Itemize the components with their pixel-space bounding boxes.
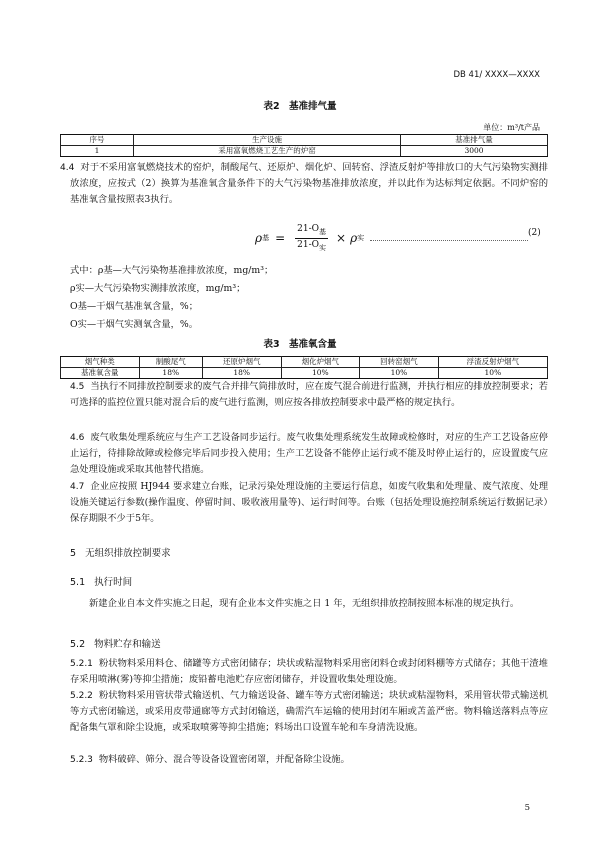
clause-text: 物料破碎、筛分、混合等设备设置密闭罩，并配备除尘设施。 bbox=[98, 754, 350, 765]
formula-times: × bbox=[336, 231, 347, 245]
clause-4-4 bbox=[60, 160, 548, 208]
table-cell: 10% bbox=[360, 368, 439, 379]
table2-unit: 单位：m³/t产品 bbox=[483, 123, 540, 132]
clause-number: 4.5 bbox=[70, 382, 85, 392]
formula-numerator-text: 21-O bbox=[297, 223, 319, 234]
clause-text: 当执行不同排放控制要求的废气合并排气筒排放时，应在废气混合前进行监测，并执行相应的排放控制要求；若可选择的监控位置只能对混合后的废气进行监测，则应按各排放控制要求中最严格的规定执行。 bbox=[70, 381, 548, 408]
table2 bbox=[60, 134, 548, 157]
formula-definitions bbox=[70, 262, 273, 334]
formula-rhs-sub: 实 bbox=[357, 234, 365, 242]
clause-number: 5.2.1 bbox=[70, 659, 93, 669]
definition-line: O实—干烟气实测氧含量，%。 bbox=[70, 319, 199, 330]
section-5-heading bbox=[70, 545, 171, 559]
table3 bbox=[60, 356, 548, 379]
definition-line: ρ实—大气污染物实测排放浓度，mg/m³； bbox=[70, 283, 246, 294]
table-cell: 采用富氧燃烧工艺生产的炉窑 bbox=[134, 146, 401, 157]
formula-leader-dots bbox=[370, 232, 528, 241]
formula-equals: = bbox=[275, 231, 286, 245]
clause-text: 企业应按照 HJ944 要求建立台账，记录污染处理设施的主要运行信息，如废气收集和处理量、废气浓度、处理设施关键运行参数(操作温度、停留时间、吸收液用量等)、运行时间等。台账（包括处理设施控制系统运行数据记录）保存期限不少于5年。 bbox=[70, 481, 548, 524]
clause-text: 废气收集处理系统应与生产工艺设备同步运行。废气收集处理系统发生故障或检修时，对应的生产工艺设备应停止运行，待排除故障或检修完毕后同步投入使用；生产工艺设备不能停止运行或不能及时停止运行的，应设置废气应急处理设施或采取其他替代措施。 bbox=[70, 432, 548, 475]
table-cell: 1 bbox=[61, 146, 134, 157]
table3-col: 还原炉烟气 bbox=[202, 357, 281, 368]
formula-lhs: ρ bbox=[255, 231, 263, 245]
table-cell: 基准氧含量 bbox=[61, 368, 140, 379]
clause-4-5 bbox=[70, 379, 548, 411]
clause-5-2-3 bbox=[70, 752, 548, 768]
table3-col: 制酸尾气 bbox=[139, 357, 202, 368]
section-title: 物料贮存和输送 bbox=[94, 639, 161, 650]
table3-col: 浮渣反射炉烟气 bbox=[438, 357, 547, 368]
formula-numerator-sub: 基 bbox=[319, 227, 326, 236]
table3-col: 回转窑烟气 bbox=[360, 357, 439, 368]
section-title: 无组织排放控制要求 bbox=[85, 548, 171, 559]
clause-4-7 bbox=[70, 479, 548, 527]
table-header-row bbox=[61, 135, 548, 146]
formula-rhs: ρ bbox=[350, 231, 358, 245]
clause-text: 粉状物料采用管状带式输送机、气力输送设备、罐车等方式密闭输送；块状或粘湿物料，采用管状带式输送机等方式密闭输送，或采用皮带通廊等方式封闭输送，确需汽车运输的使用封闭车厢或苫盖严密。物料输送落料点等应配备集气罩和除尘设施，或采取喷雾等抑尘措施；料场出口设置车轮和车身清洗设施。 bbox=[70, 690, 548, 733]
section-5-2-heading bbox=[70, 636, 161, 650]
table2-title: 表2 基准排气量 bbox=[263, 101, 337, 112]
formula-fraction bbox=[295, 224, 328, 253]
clause-number: 4.6 bbox=[70, 433, 85, 443]
table-row bbox=[61, 146, 548, 157]
clause-number: 4.7 bbox=[70, 482, 85, 492]
clause-4-6 bbox=[70, 430, 548, 478]
formula-numerator bbox=[295, 224, 328, 239]
definition-line: O基—干烟气基准氧含量，%； bbox=[70, 301, 199, 312]
table-row bbox=[61, 368, 548, 379]
formula-lhs-sub: 基 bbox=[262, 234, 270, 242]
formula-denominator bbox=[295, 239, 328, 253]
formula-2 bbox=[255, 218, 364, 258]
table3-title: 表3 基准氧含量 bbox=[263, 339, 337, 350]
clause-5-2-2 bbox=[70, 688, 548, 736]
table2-col-index: 序号 bbox=[61, 135, 134, 146]
table-cell: 18% bbox=[139, 368, 202, 379]
table2-col-facility: 生产设施 bbox=[134, 135, 401, 146]
table2-col-volume: 基准排气量 bbox=[401, 135, 548, 146]
formula-number: (2) bbox=[528, 228, 541, 238]
section-5-1-heading bbox=[70, 574, 132, 588]
document-id: DB 41/ XXXX—XXXX bbox=[453, 70, 540, 80]
formula-denominator-text: 21-O bbox=[297, 239, 319, 250]
clause-text: 粉状物料采用料仓、储罐等方式密闭储存；块状或粘湿物料采用密闭料仓或封闭料棚等方式储存；其他干渣堆存采用喷淋(雾)等抑尘措施；废铅蓄电池贮存应密闭储存，并设置收集处理设施。 bbox=[70, 658, 548, 685]
table-cell: 10% bbox=[281, 368, 360, 379]
section-number: 5.2 bbox=[70, 639, 86, 650]
clause-number: 5.2.3 bbox=[70, 755, 93, 765]
table3-col: 烟化炉烟气 bbox=[281, 357, 360, 368]
table-header-row bbox=[61, 357, 548, 368]
clause-number: 4.4 bbox=[60, 163, 75, 173]
section-5-1-text: 新建企业自本文件实施之日起，现有企业本文件实施之日 1 年，无组织排放控制按照本标准的规定执行。 bbox=[89, 598, 520, 609]
formula-denominator-sub: 实 bbox=[319, 243, 326, 252]
section-number: 5 bbox=[70, 548, 77, 559]
table-cell: 18% bbox=[202, 368, 281, 379]
clause-5-2-1 bbox=[70, 656, 548, 688]
clause-number: 5.2.2 bbox=[70, 691, 93, 701]
table-cell: 3000 bbox=[401, 146, 548, 157]
section-number: 5.1 bbox=[70, 577, 86, 588]
table3-col-type: 烟气种类 bbox=[61, 357, 140, 368]
definition-line: 式中：ρ基—大气污染物基准排放浓度，mg/m³； bbox=[70, 265, 274, 276]
section-title: 执行时间 bbox=[94, 577, 133, 588]
clause-text: 对于不采用富氧燃烧技术的窑炉，制酸尾气、还原炉、烟化炉、回转窑、浮渣反射炉等排放口的大气污染物实测排放浓度，应按式（2）换算为基准氧含量条件下的大气污染物基准排放浓度，并以此作为达标判定依据。不同炉窑的基准氧含量按照表3执行。 bbox=[70, 162, 548, 205]
page-number: 5 bbox=[524, 803, 530, 813]
table-cell: 10% bbox=[438, 368, 547, 379]
